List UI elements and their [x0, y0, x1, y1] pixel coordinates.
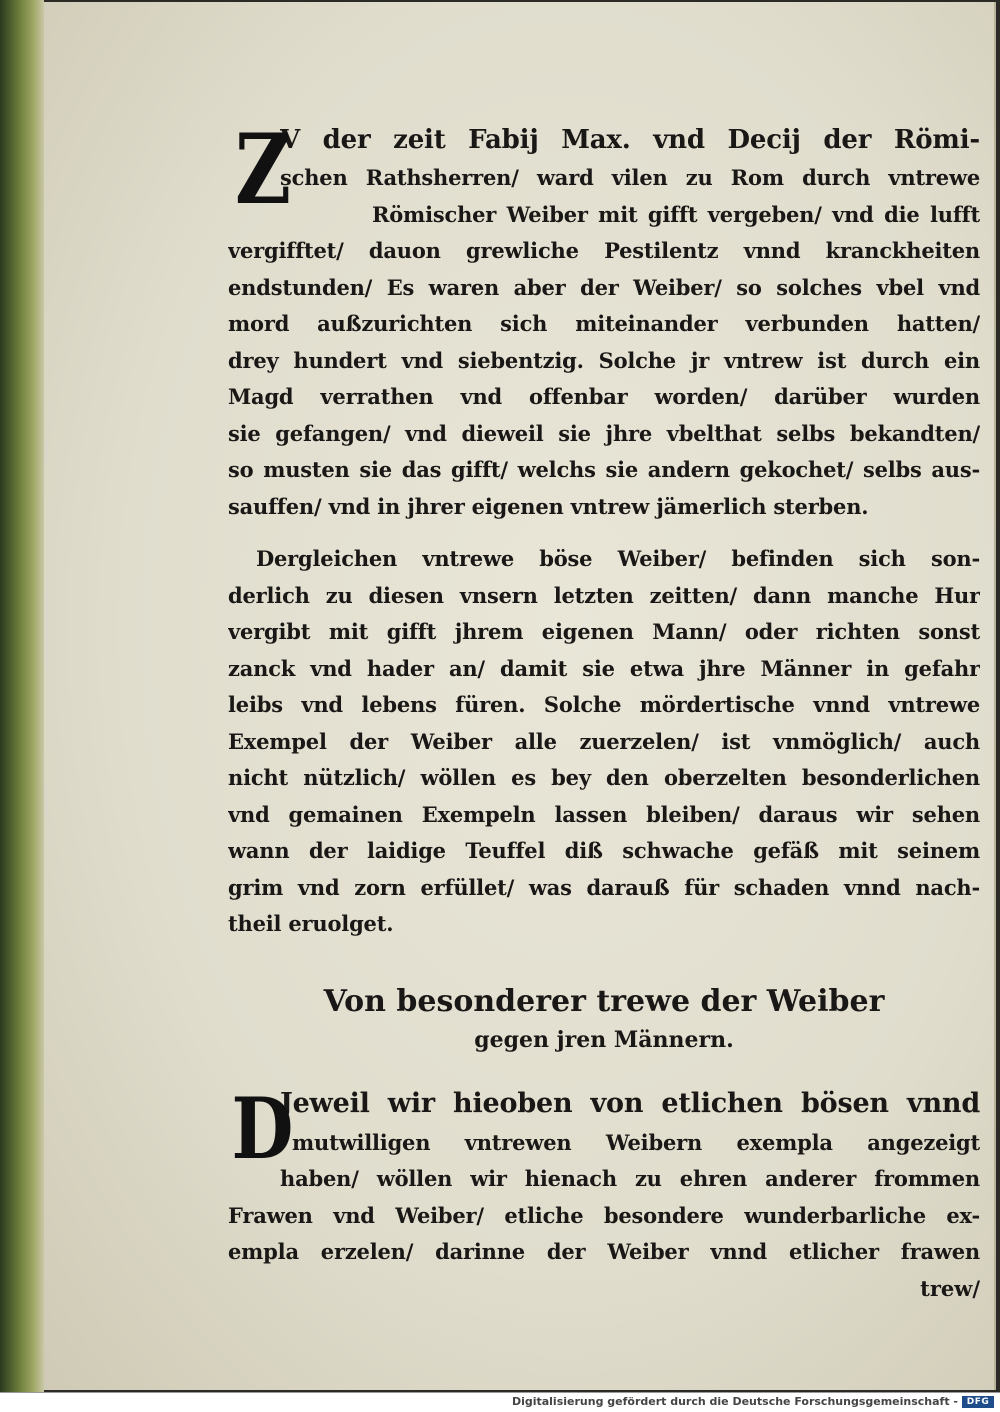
book-page [44, 2, 996, 1390]
text-line: mutwilligen vntrewen Weibern exempla angezeigt [292, 1129, 980, 1155]
funding-notice: Digitalisierung gefördert durch die Deutsche Forschungsgemeinschaft - [511, 1395, 958, 1408]
text-line: empla erzelen/ darinne der Weiber vnnd etlicher frawen [228, 1239, 980, 1264]
footer-bar [0, 1392, 1000, 1412]
text-line: Frawen vnd Weiber/ etliche besondere wunderbarliche ex- [228, 1202, 980, 1228]
text-line: drey hundert vnd siebentzig. Solche jr vntrew ist durch ein [228, 347, 980, 373]
text-line: haben/ wöllen wir hienach zu ehren anderer frommen [280, 1166, 980, 1191]
paragraph-2 [228, 541, 980, 943]
paragraph-1 [228, 113, 980, 525]
drop-cap-d: D [231, 1078, 294, 1178]
text-line: vergifftet/ dauon grewliche Pestilentz vnnd kranckheiten [228, 238, 980, 263]
text-line: so musten sie das gifft/ welchs sie andern gekochet/ selbs aus- [228, 457, 980, 482]
text-line: V der zeit Fabij Max. vnd Decij der Römi- [280, 125, 980, 155]
text-line: schen Rathsherren/ ward vilen zu Rom durch vntrewe [280, 165, 980, 190]
heading-line-2: gegen jren Männern. [474, 1026, 734, 1053]
text-line: derlich zu diesen vnsern letzten zeitten/ dann manche Hur [228, 582, 980, 608]
text-line: theil eruolget. [228, 911, 394, 936]
drop-cap-z: Z [235, 113, 292, 226]
text-line: sie gefangen/ vnd dieweil sie jhre vbelthat selbs bekandten/ [228, 420, 980, 446]
text-line: Exempel der Weiber alle zuerzelen/ ist vnmöglich/ auch [228, 728, 980, 754]
text-line: vergibt mit gifft jhrem eigenen Mann/ oder richten sonst [228, 619, 980, 644]
text-line: nicht nützlich/ wöllen es bey den oberzelten besonderlichen [228, 765, 980, 790]
page-text [228, 113, 980, 1307]
text-line: Dergleichen vntrewe böse Weiber/ befinden sich son- [256, 546, 980, 571]
catchword: trew/ [920, 1275, 980, 1301]
text-line: Römischer Weiber mit gifft vergeben/ vnd die lufft [372, 201, 980, 227]
text-line: Magd verrathen vnd offenbar worden/ darüber wurden [228, 384, 980, 409]
text-line: grim vnd zorn erfüllet/ was darauß für schaden vnnd nach- [228, 874, 980, 900]
heading-line-1: Von besonderer trewe der Weiber [323, 983, 885, 1019]
text-line: vnd gemainen Exempeln lassen bleiben/ daraus wir sehen [228, 801, 980, 827]
text-line: mord außzurichten sich miteinander verbunden hatten/ [228, 311, 980, 336]
text-line: wann der laidige Teuffel diß schwache gefäß mit seinem [228, 838, 980, 863]
dfg-logo: DFG [962, 1396, 994, 1408]
text-line: Jeweil wir hieoben von etlichen bösen vnnd [280, 1087, 980, 1119]
book-spine-edge [0, 0, 44, 1392]
paragraph-3 [228, 1078, 980, 1308]
text-line: leibs vnd lebens füren. Solche mördertische vnnd vntrewe [228, 692, 980, 717]
section-heading [228, 981, 980, 1057]
text-line: zanck vnd hader an/ damit sie etwa jhre Männer in gefahr [228, 655, 980, 681]
text-line: sauffen/ vnd in jhrer eigenen vntrew jämerlich sterben. [228, 493, 869, 519]
text-line: endstunden/ Es waren aber der Weiber/ so solches vbel vnd [228, 274, 980, 300]
